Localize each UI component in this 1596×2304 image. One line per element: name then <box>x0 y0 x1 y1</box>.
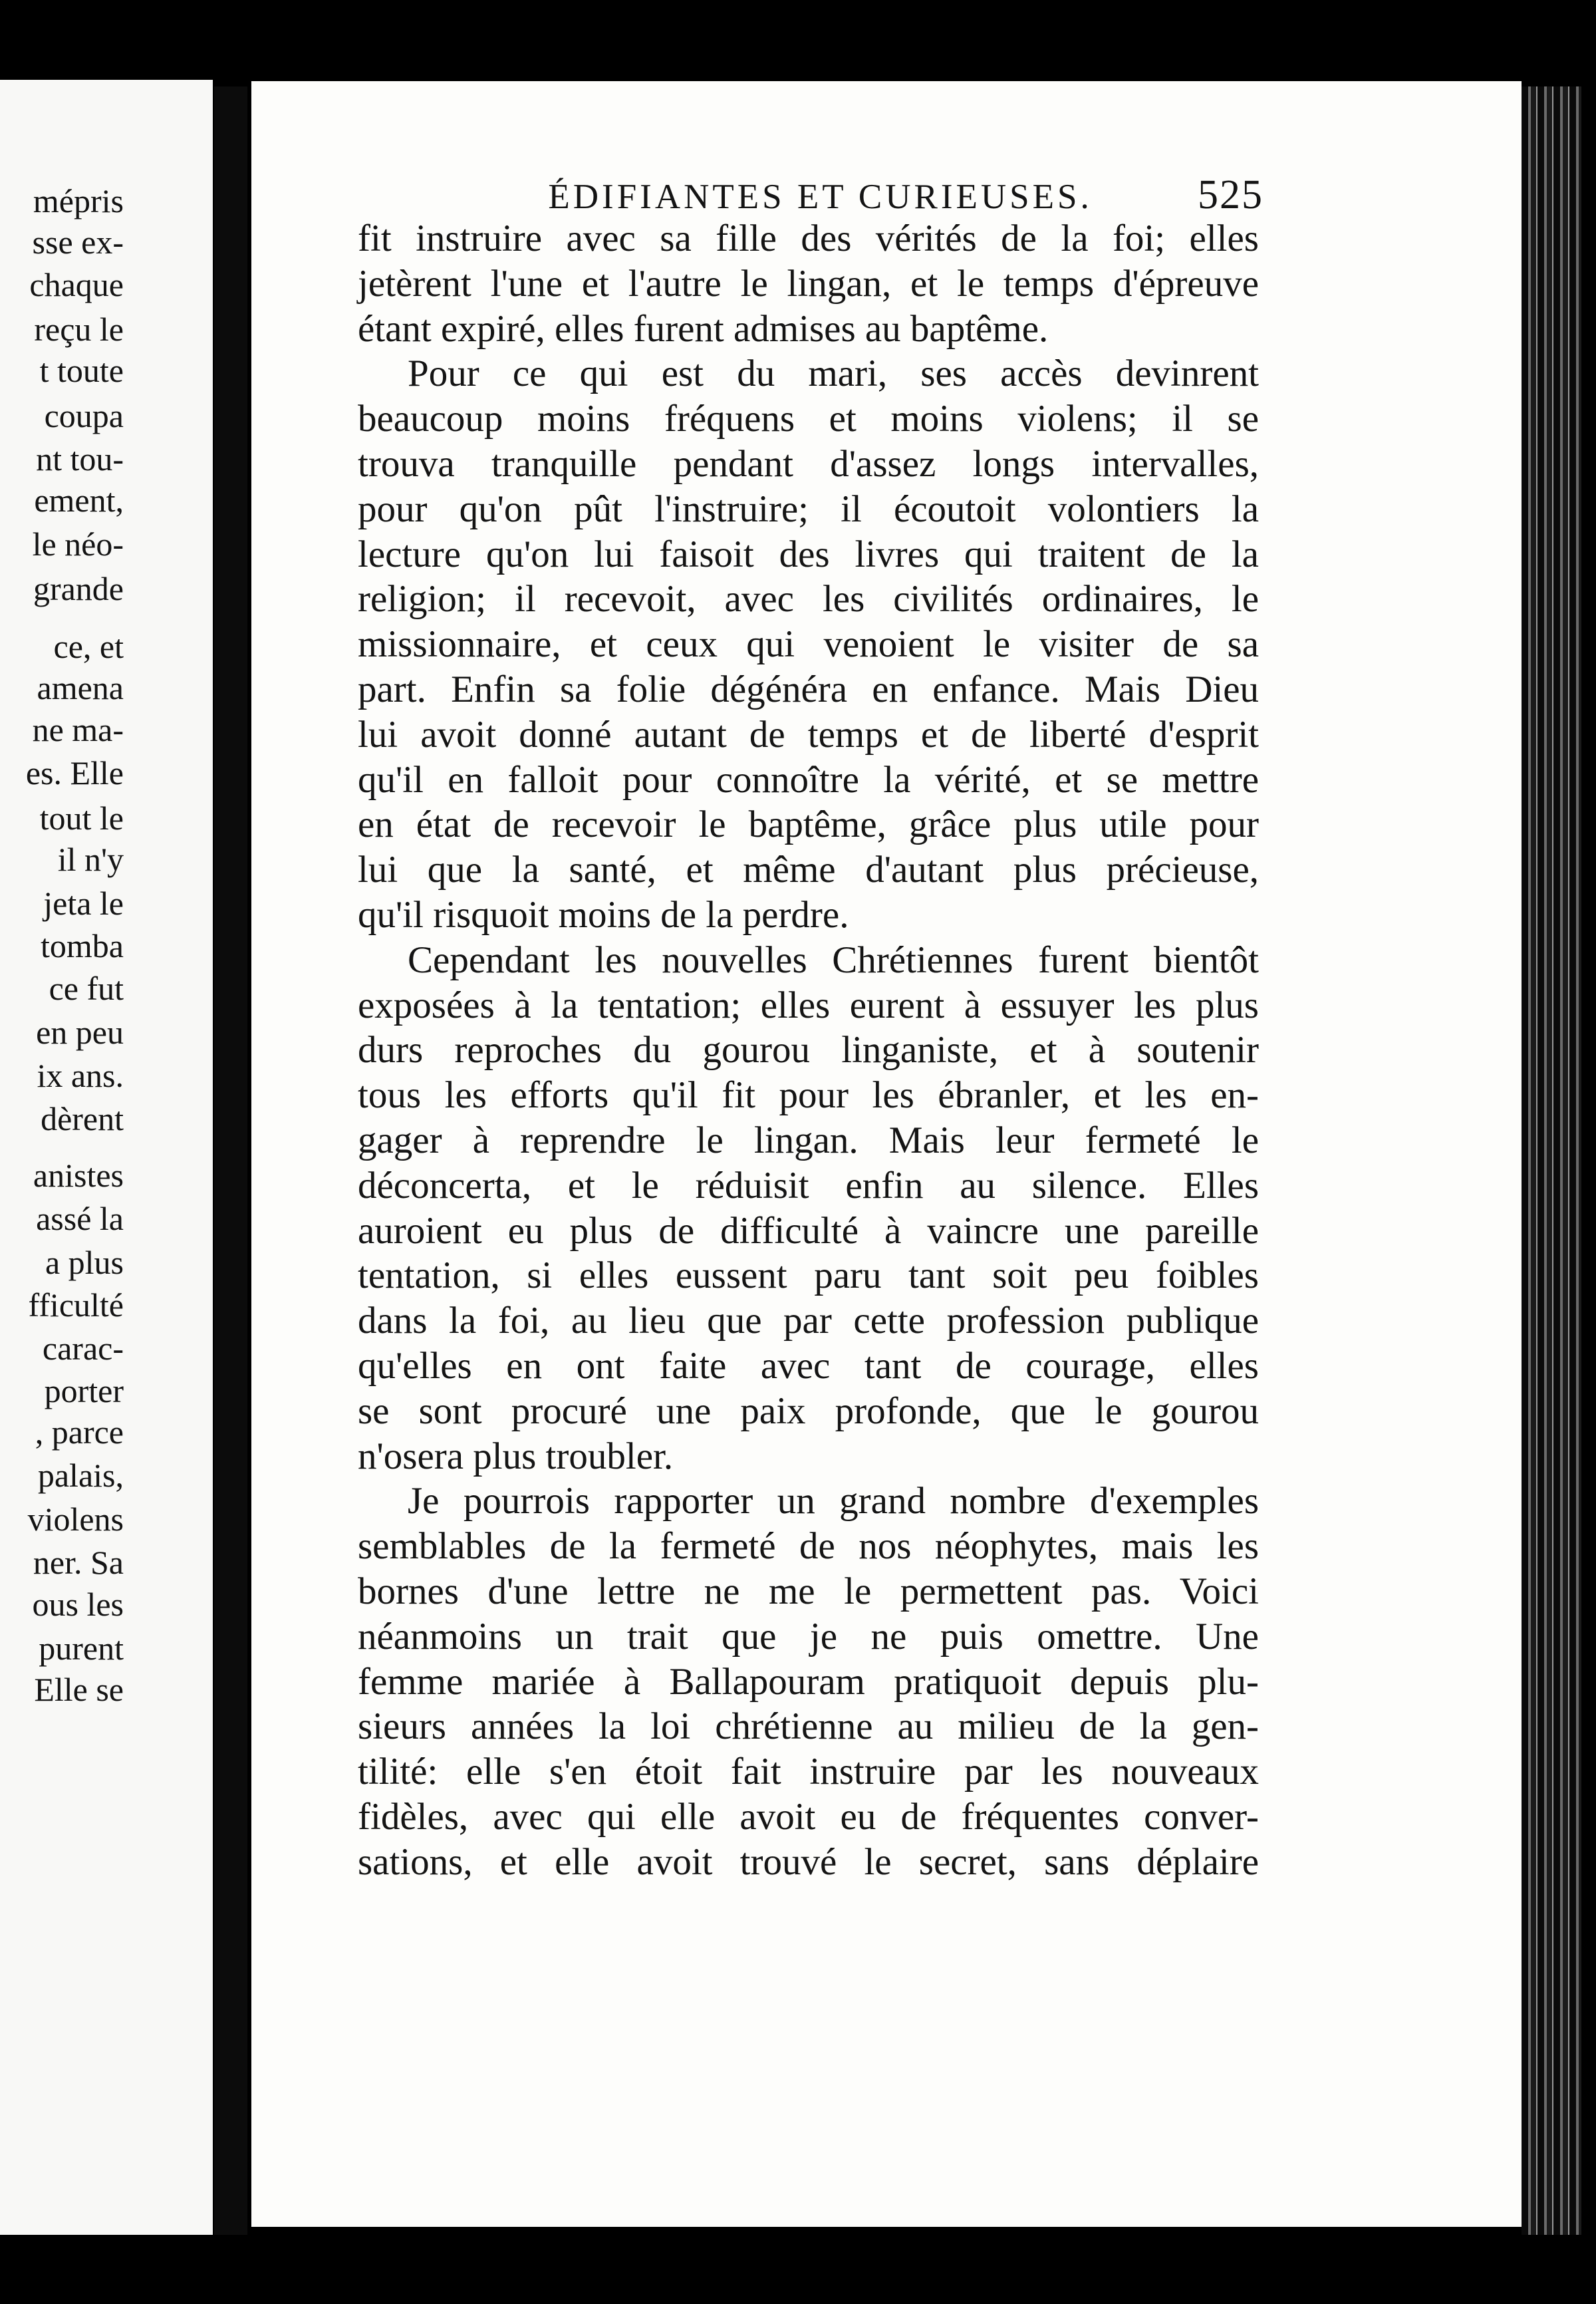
text-line: dans la foi, au lieu que par cette profession publique <box>358 1300 1259 1342</box>
left-page-fragment: ix ans. <box>37 1057 124 1094</box>
text-line: lui avoit donné autant de temps et de liberté d'esprit <box>358 713 1259 756</box>
left-page-fragment: ement, <box>34 482 124 519</box>
text-line: néanmoins un trait que je ne puis omettre. Une <box>358 1615 1259 1657</box>
text-line: étant expiré, elles furent admises au baptême. <box>358 307 1049 350</box>
text-line: jetèrent l'une et l'autre le lingan, et le temps d'épreuve <box>358 262 1259 305</box>
left-page-fragment: ne ma- <box>32 711 124 748</box>
left-page-fragment: ous les <box>32 1586 124 1623</box>
text-line: auroient eu plus de difficulté à vaincre une pareille <box>358 1209 1259 1252</box>
left-page-fragment: ner. Sa <box>33 1544 124 1581</box>
text-line: Je pourrois rapporter un grand nombre d'exemples <box>408 1480 1259 1522</box>
text-line: tilité: elle s'en étoit fait instruire par les nouveaux <box>358 1751 1259 1793</box>
left-page-fragment: le néo- <box>32 525 124 563</box>
left-page-fragment: mépris <box>33 182 124 219</box>
left-page-fragment: amena <box>37 669 124 706</box>
running-head <box>279 172 1264 219</box>
left-page-fragment: t toute <box>39 352 124 389</box>
text-line: fit instruire avec sa fille des vérités de la foi; elles <box>358 217 1259 259</box>
left-page-fragment: Elle se <box>34 1671 124 1708</box>
left-page-fragment: nt tou- <box>36 440 124 478</box>
left-page-fragment: , parce <box>35 1413 124 1451</box>
left-page-fragment: fficulté <box>28 1286 124 1324</box>
text-line: durs reproches du gourou linganiste, et à soutenir <box>358 1029 1259 1072</box>
text-line: qu'elles en ont faite avec tant de courage, elles <box>358 1344 1259 1387</box>
left-gutter-shadow <box>214 86 247 2235</box>
left-page-fragment: ce, et <box>53 628 124 665</box>
text-line: semblables de la fermeté de nos néophytes, mais les <box>358 1525 1259 1568</box>
text-line: missionnaire, et ceux qui venoient le visiter de sa <box>358 623 1259 666</box>
left-page-fragment: anistes <box>33 1157 124 1194</box>
left-page-fragment: jeta le <box>43 885 124 922</box>
left-page-fragment: chaque <box>29 266 124 303</box>
text-line: femme mariée à Ballapouram pratiquoit depuis plu- <box>358 1660 1259 1703</box>
text-line: trouva tranquille pendant d'assez longs intervalles, <box>358 442 1259 485</box>
book-spine-edge <box>1522 86 1581 2235</box>
text-line: tentation, si elles eussent paru tant soit peu foibles <box>358 1254 1259 1297</box>
text-line: tous les efforts qu'il fit pour les ébranler, et les en- <box>358 1074 1259 1117</box>
text-line: n'osera plus troubler. <box>358 1435 674 1477</box>
text-line: lecture qu'on lui faisoit des livres qui traitent de la <box>358 533 1259 575</box>
left-page-fragment: carac- <box>42 1330 124 1367</box>
left-page-fragment: purent <box>39 1630 124 1667</box>
left-page-fragment: grande <box>33 570 124 607</box>
left-page-fragment: es. Elle <box>25 754 124 792</box>
left-page-fragment: assé la <box>36 1200 124 1237</box>
text-line: sieurs années la loi chrétienne au milieu de la gen- <box>358 1705 1259 1748</box>
text-line: part. Enfin sa folie dégénéra en enfance. Mais Dieu <box>358 668 1259 710</box>
body-text <box>358 216 1259 1884</box>
text-line: gager à reprendre le lingan. Mais leur fermeté le <box>358 1119 1259 1161</box>
text-line: qu'il risquoit moins de la perdre. <box>358 893 849 936</box>
left-page-fragment: coupa <box>44 397 124 434</box>
text-line: fidèles, avec qui elle avoit eu de fréquentes conver- <box>358 1795 1259 1838</box>
text-line: pour qu'on pût l'instruire; il écoutoit volontiers la <box>358 488 1259 530</box>
text-line: se sont procuré une paix profonde, que le gourou <box>358 1389 1259 1432</box>
left-page-fragment: sse ex- <box>32 223 124 261</box>
left-page-fragment: a plus <box>45 1244 124 1281</box>
text-line: exposées à la tentation; elles eurent à essuyer les plus <box>358 984 1259 1026</box>
left-page-fragment: en peu <box>36 1014 124 1051</box>
left-page-fragment: dèrent <box>41 1100 124 1137</box>
text-line: lui que la santé, et même d'autant plus précieuse, <box>358 849 1259 891</box>
left-page-fragment: il n'y <box>57 841 124 878</box>
text-line: Pour ce qui est du mari, ses accès devinrent <box>408 353 1259 395</box>
left-page-fragment: porter <box>44 1372 124 1409</box>
left-page-fragment: palais, <box>37 1457 124 1494</box>
running-head-title: ÉDIFIANTES ET CURIEUSES. <box>548 178 1093 216</box>
left-page-fragment: ce fut <box>49 970 124 1007</box>
text-line: déconcerta, et le réduisit enfin au silence. Elles <box>358 1164 1259 1207</box>
left-page-fragment: violens <box>27 1501 124 1538</box>
text-line: bornes d'une lettre ne me le permettent pas. Voici <box>358 1570 1259 1612</box>
text-line: religion; il recevoit, avec les civilités ordinaires, le <box>358 578 1259 621</box>
left-page-fragment: reçu le <box>34 311 124 348</box>
left-page-edge <box>0 80 213 2235</box>
text-line: qu'il en falloit pour connoître la vérité, et se mettre <box>358 758 1259 801</box>
page-number: 525 <box>1198 172 1264 217</box>
left-page-fragment: tout le <box>39 799 124 837</box>
left-page-fragment: tomba <box>41 927 124 964</box>
text-line: sations, et elle avoit trouvé le secret, sans déplaire <box>358 1840 1259 1883</box>
text-line: en état de recevoir le baptême, grâce plus utile pour <box>358 803 1259 846</box>
text-line: Cependant les nouvelles Chrétiennes furent bientôt <box>408 938 1259 981</box>
text-line: beaucoup moins fréquens et moins violens; il se <box>358 398 1259 440</box>
